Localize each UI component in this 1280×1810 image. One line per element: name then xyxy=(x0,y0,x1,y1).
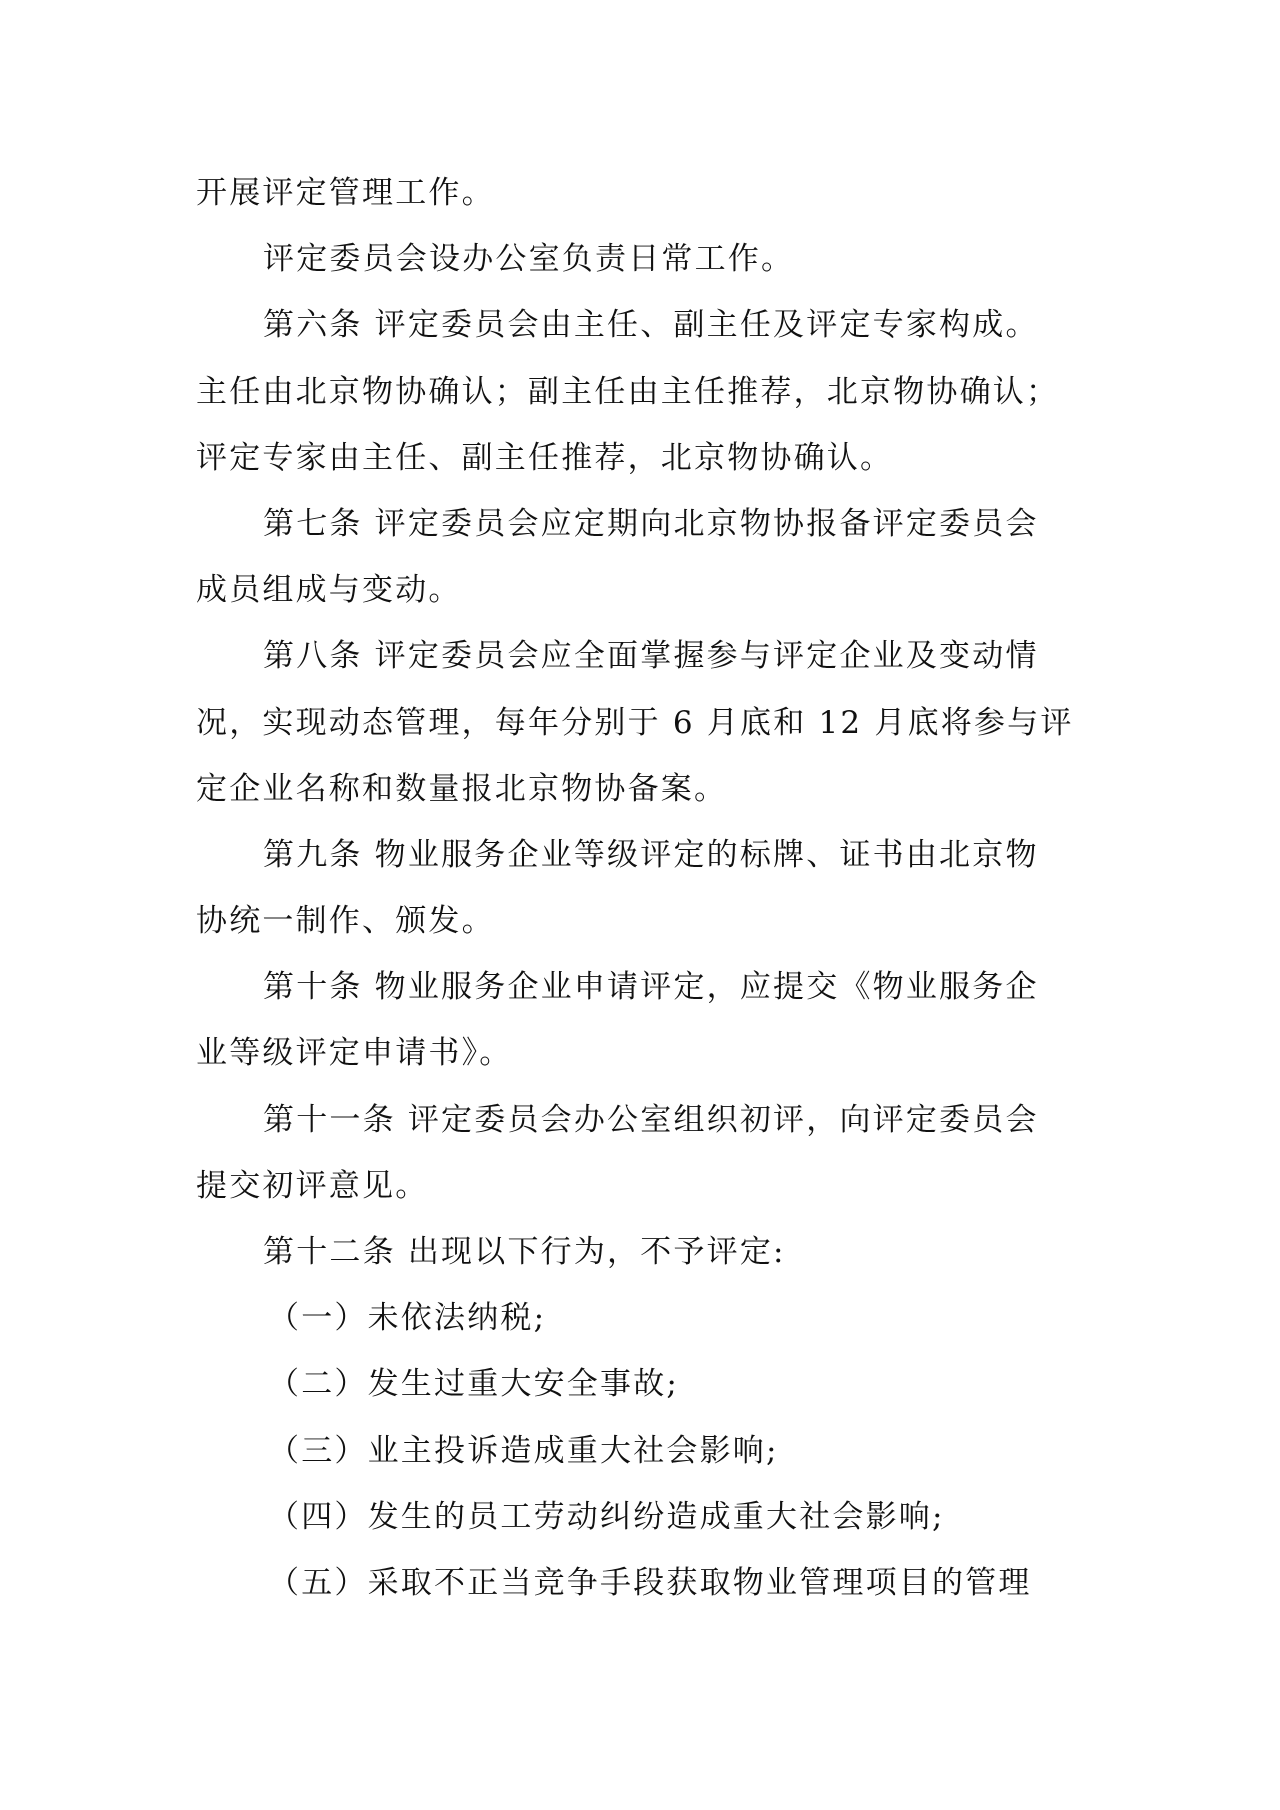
list-item: （五）采取不正当竞争手段获取物业管理项目的管理 xyxy=(268,1564,1032,1601)
list-item: （二）发生过重大安全事故; xyxy=(268,1366,680,1403)
list-item: （三）业主投诉造成重大社会影响; xyxy=(268,1432,779,1469)
text-line: 评定专家由主任、副主任推荐，北京物协确认。 xyxy=(196,439,894,476)
article-7: 第七条 评定委员会应定期向北京物协报备评定委员会 xyxy=(263,505,1039,542)
list-item: （四）发生的员工劳动纠纷造成重大社会影响; xyxy=(268,1498,945,1535)
article-12: 第十二条 出现以下行为，不予评定: xyxy=(263,1234,786,1270)
text-line: 提交初评意见。 xyxy=(196,1167,429,1204)
list-item: （一）未依法纳税; xyxy=(268,1300,547,1337)
text-line: 评定委员会设办公室负责日常工作。 xyxy=(263,241,795,278)
text-line: 协统一制作、颁发。 xyxy=(196,903,495,940)
article-8: 第八条 评定委员会应全面掌握参与评定企业及变动情 xyxy=(263,638,1039,675)
article-9: 第九条 物业服务企业等级评定的标牌、证书由北京物 xyxy=(263,836,1039,873)
text-line: 业等级评定申请书》。 xyxy=(196,1035,513,1072)
document-page xyxy=(196,160,1096,1616)
text-line: 况，实现动态管理，每年分别于 6 月底和 12 月底将参与评 xyxy=(196,704,1074,741)
article-11: 第十一条 评定委员会办公室组织初评，向评定委员会 xyxy=(263,1101,1039,1138)
text-line: 定企业名称和数量报北京物协备案。 xyxy=(196,770,728,807)
article-6: 第六条 评定委员会由主任、副主任及评定专家构成。 xyxy=(263,307,1039,344)
text-line: 开展评定管理工作。 xyxy=(196,175,495,211)
text-line: 成员组成与变动。 xyxy=(196,572,462,609)
article-10: 第十条 物业服务企业申请评定，应提交《物业服务企 xyxy=(263,969,1039,1006)
text-line: 主任由北京物协确认；副主任由主任推荐，北京物协确认； xyxy=(196,373,1060,410)
